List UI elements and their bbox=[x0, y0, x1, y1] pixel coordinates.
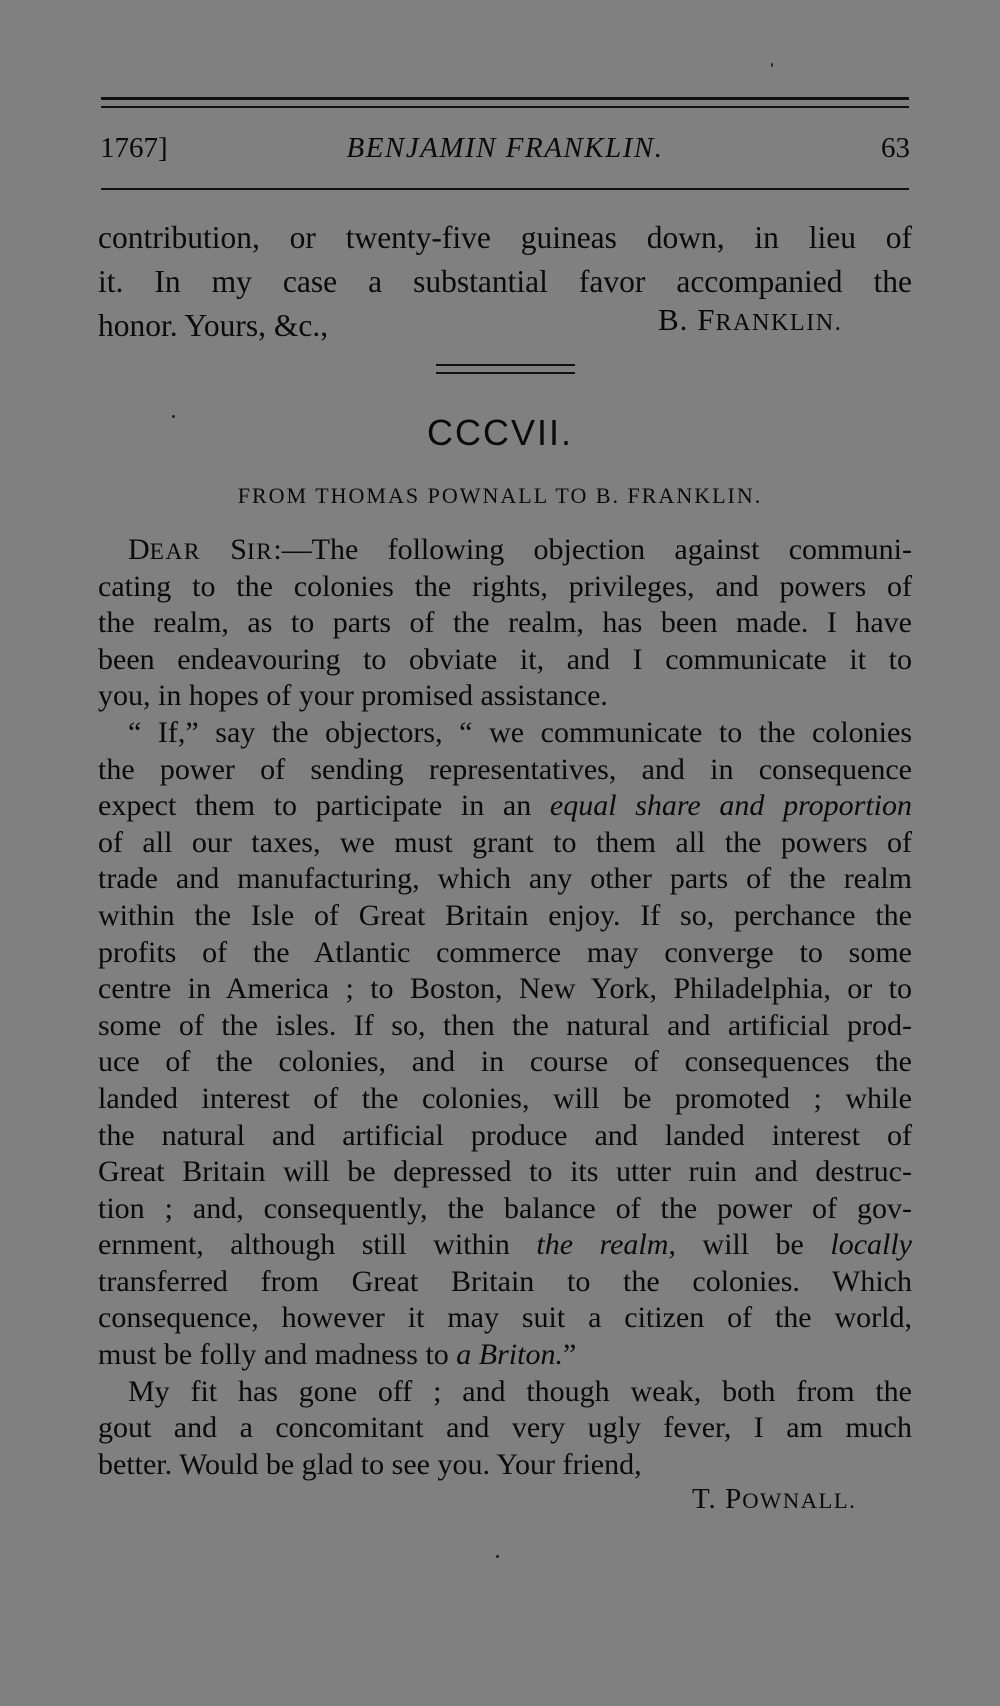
text-line bbox=[98, 788, 912, 825]
header-rule-bottom bbox=[101, 188, 909, 190]
section-divider-2 bbox=[436, 372, 575, 374]
header-rule-top-2 bbox=[101, 106, 909, 108]
scan-speck bbox=[771, 63, 773, 67]
text-line: landed interest of the colonies, will be promoted ; while bbox=[98, 1081, 912, 1115]
text-line: been endeavouring to obviate it, and I communicate it to bbox=[98, 642, 912, 676]
text-fragment: :—The following objection against communi- bbox=[273, 533, 912, 566]
signature-name-cap: F bbox=[697, 302, 716, 337]
text-line: some of the isles. If so, then the natural and artificial prod- bbox=[98, 1008, 912, 1042]
text-line: of all our taxes, we must grant to them all the powers of bbox=[98, 825, 912, 859]
letter-heading: FROM THOMAS POWNALL TO B. FRANKLIN. bbox=[237, 483, 763, 508]
text-line: within the Isle of Great Britain enjoy. If so, perchance the bbox=[98, 898, 912, 932]
italic-fragment: a Briton. bbox=[456, 1338, 563, 1372]
signature-initial: B. bbox=[658, 302, 689, 337]
scan-speck bbox=[496, 1555, 499, 1558]
salutation-ir: IR bbox=[246, 539, 274, 565]
header-title: BENJAMIN FRANKLIN. bbox=[346, 132, 664, 164]
letter-body bbox=[98, 532, 912, 1483]
text-line: the realm, as to parts of the realm, has been made. I have bbox=[98, 606, 912, 640]
text-line: uce of the colonies, and in course of consequences the bbox=[98, 1045, 912, 1079]
text-line: consequence, however it may suit a citizen of the world, bbox=[98, 1301, 912, 1335]
text-line bbox=[98, 1227, 912, 1264]
signature-initial: T. bbox=[692, 1483, 717, 1515]
text-line: gout and a concomitant and very ugly fever, I am much bbox=[98, 1411, 912, 1445]
italic-fragment: the realm, bbox=[536, 1228, 676, 1262]
letter-number: CCCVII. bbox=[426, 412, 573, 453]
text-line: profits of the Atlantic commerce may converge to some bbox=[98, 935, 912, 969]
signature-name-smallcaps: OWNALL. bbox=[742, 1488, 857, 1513]
text-fragment: will be bbox=[702, 1228, 804, 1262]
salutation-ear: EAR bbox=[149, 539, 201, 565]
text-line: the natural and artificial produce and landed interest of bbox=[98, 1118, 912, 1152]
text-fragment: must be folly and madness to bbox=[98, 1338, 449, 1372]
text-line: tion ; and, consequently, the balance of the power of gov- bbox=[98, 1191, 912, 1225]
text-line: centre in America ; to Boston, New York, Philadelphia, or to bbox=[98, 972, 912, 1006]
section-divider-1 bbox=[436, 364, 575, 366]
text-line: transferred from Great Britain to the colonies. Which bbox=[98, 1264, 912, 1298]
header-year: 1767] bbox=[100, 132, 168, 164]
salutation-s: S bbox=[230, 533, 247, 566]
scan-speck bbox=[172, 415, 175, 418]
page-number: 63 bbox=[881, 132, 910, 164]
text-fragment: expect them to participate in an bbox=[98, 789, 532, 823]
signature-name-smallcaps: RANKLIN. bbox=[715, 309, 843, 336]
signature-franklin bbox=[658, 302, 842, 338]
signature-name-cap: P bbox=[725, 1483, 743, 1515]
text-line: contribution, or twenty-five guineas down, in lieu of bbox=[98, 220, 912, 255]
italic-fragment: locally bbox=[830, 1228, 912, 1262]
italic-fragment: equal share and proportion bbox=[549, 789, 912, 823]
text-line: better. Would be glad to see you. Your friend, bbox=[98, 1447, 642, 1481]
salutation-d: D bbox=[128, 533, 150, 566]
salutation-line bbox=[98, 532, 912, 569]
text-line: My fit has gone off ; and though weak, both from the bbox=[128, 1374, 912, 1408]
text-line: it. In my case a substantial favor accompanied the bbox=[98, 264, 912, 299]
text-line: honor. Yours, &c., bbox=[98, 308, 329, 343]
signature-pownall bbox=[692, 1483, 856, 1516]
text-line: cating to the colonies the rights, privileges, and powers of bbox=[98, 569, 912, 603]
text-fragment: ” bbox=[562, 1338, 577, 1372]
text-line: the power of sending representatives, and in consequence bbox=[98, 752, 912, 786]
text-line: Great Britain will be depressed to its utter ruin and destruc- bbox=[98, 1155, 912, 1189]
text-fragment: ernment, although still within bbox=[98, 1228, 510, 1262]
header-rule-top-1 bbox=[101, 97, 909, 100]
text-line: “ If,” say the objectors, “ we communicate to the colonies bbox=[128, 715, 912, 749]
text-line bbox=[98, 1337, 912, 1374]
text-line: trade and manufacturing, which any other parts of the realm bbox=[98, 862, 912, 896]
running-header bbox=[100, 132, 910, 172]
text-line: you, in hopes of your promised assistance. bbox=[98, 679, 608, 713]
